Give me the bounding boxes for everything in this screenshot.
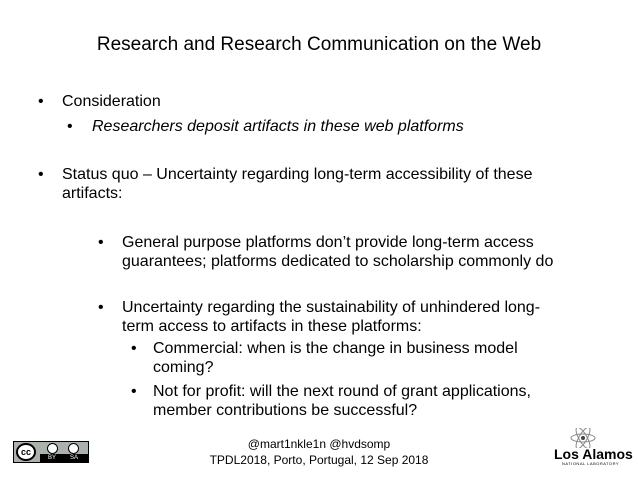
bullet-status-quo-line2: artifacts: (62, 185, 123, 202)
bullet-dot: • (131, 383, 137, 400)
bullet-uncertainty-line1: Uncertainty regarding the sustainability of unhindered long- (122, 299, 541, 316)
los-alamos-logo (548, 428, 633, 468)
bullet-status-quo-line1: Status quo – Uncertainty regarding long-term accessibility of these (62, 166, 533, 183)
bullet-not-for-profit-line1: Not for profit: will the next round of grant applications, (153, 383, 531, 400)
bullet-consideration: Consideration (62, 93, 161, 110)
bullet-researchers-deposit: Researchers deposit artifacts in these web platforms (92, 118, 464, 135)
footer (0, 436, 638, 468)
bullet-dot: • (67, 118, 73, 135)
footer-event: TPDL2018, Porto, Portugal, 12 Sep 2018 (209, 453, 429, 467)
atom-icon (568, 428, 598, 448)
bullet-dot: • (38, 166, 44, 183)
logo-subtitle: NATIONAL LABORATORY (562, 461, 620, 466)
bullet-general-purpose-line1: General purpose platforms don’t provide long-term access (122, 234, 534, 251)
bullet-commercial-line1: Commercial: when is the change in business model (153, 340, 518, 357)
bullet-uncertainty-line2: term access to artifacts in these platforms: (122, 318, 422, 335)
bullet-not-for-profit-line2: member contributions be successful? (153, 402, 418, 419)
license-sa: SA (70, 455, 79, 461)
logo-name: Los Alamos (554, 446, 633, 462)
license-by: BY (48, 455, 57, 461)
bullet-dot: • (98, 299, 104, 316)
bullet-dot: • (38, 93, 44, 110)
bullet-general-purpose-line2: guarantees; platforms dedicated to scholarship commonly do (122, 253, 554, 270)
footer-authors: @mart1nkle1n @hvdsomp (247, 437, 391, 451)
cc-icon: cc (16, 443, 36, 461)
slide-title: Research and Research Communication on the Web (96, 34, 542, 55)
bullet-dot: • (98, 234, 104, 251)
bullet-dot: • (131, 340, 137, 357)
bullet-commercial-line2: coming? (153, 359, 214, 376)
